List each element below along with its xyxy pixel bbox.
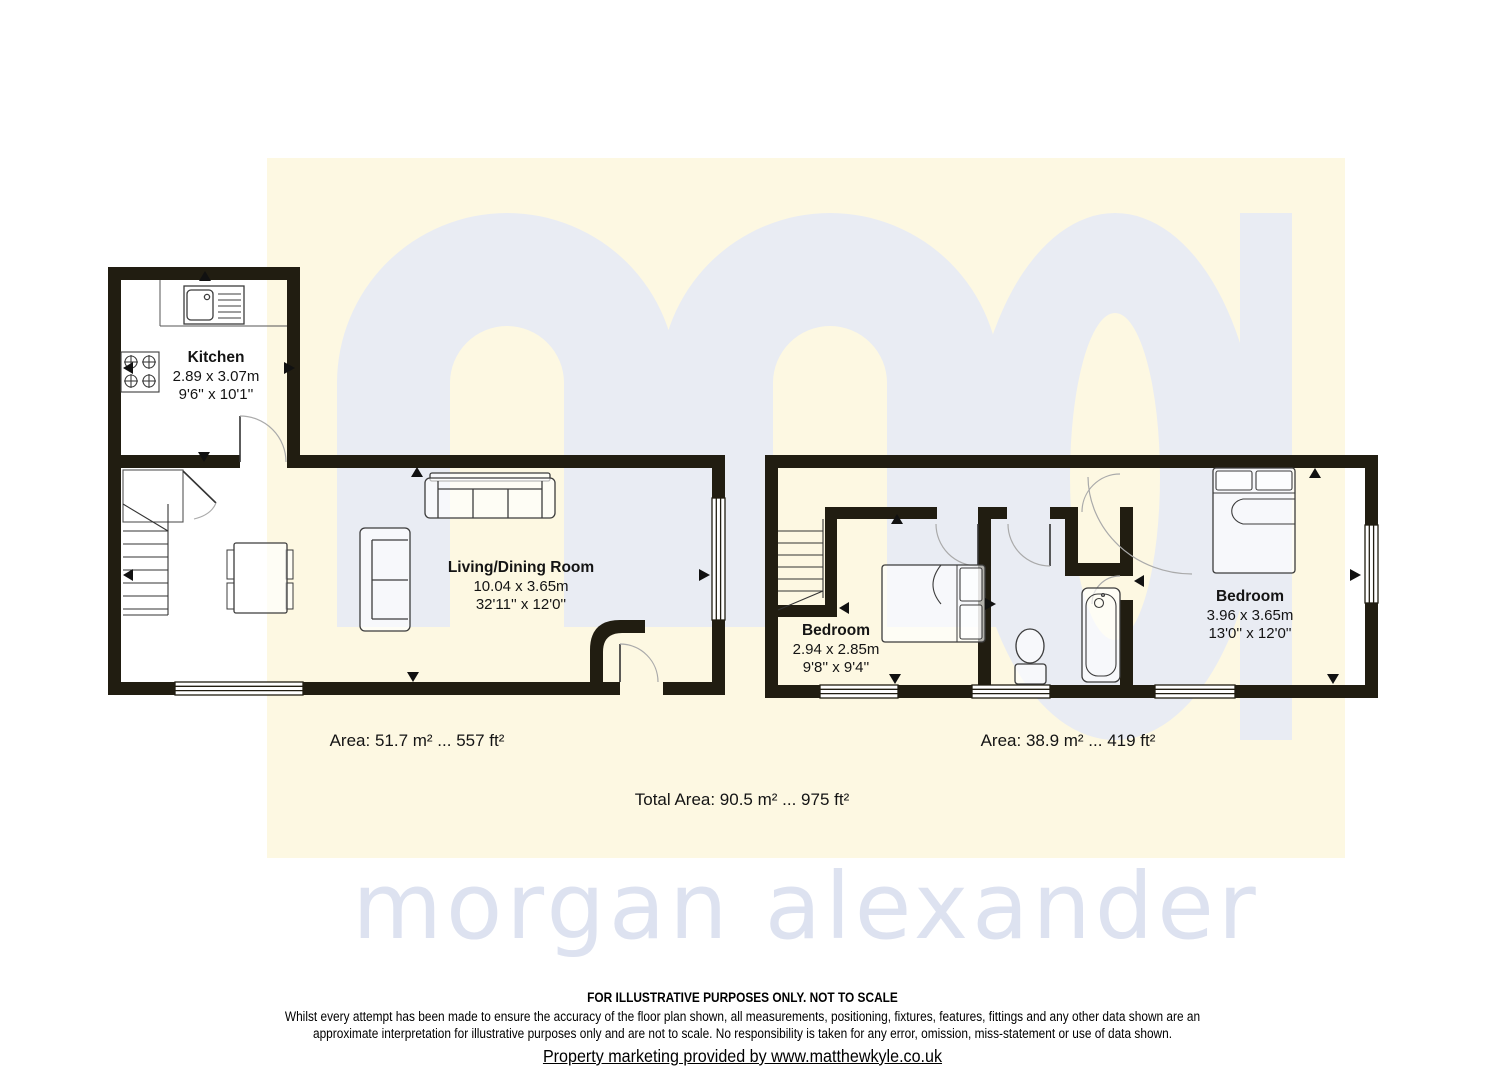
room-dim-imperial: 13'0'' x 12'0''	[1208, 625, 1292, 642]
room-label-bedroom-1	[793, 622, 880, 678]
room-label-kitchen	[173, 349, 260, 405]
disclaimer-text-1: Whilst every attempt has been made to ensure the accuracy of the floor plan shown, all measurements, positioning, fixtures, features, fittings and any other data shown are an	[284, 1009, 1201, 1024]
room-name: Bedroom	[1215, 588, 1285, 605]
window	[1365, 525, 1378, 603]
cupboard-door	[123, 470, 216, 522]
direction-marker-icon	[407, 672, 419, 682]
disclaimer-title: FOR ILLUSTRATIVE PURPOSES ONLY. NOT TO SCALE	[587, 990, 898, 1005]
direction-marker-icon	[1309, 468, 1321, 478]
landing-door	[1008, 524, 1050, 566]
wall	[765, 455, 1378, 468]
kitchen-door	[240, 416, 286, 462]
wall	[765, 685, 820, 698]
room-dim-metric: 2.89 x 3.07m	[172, 367, 260, 385]
area-first-floor: Area: 38.9 m² ... 419 ft²	[980, 731, 1156, 750]
wall	[663, 682, 725, 695]
walls	[108, 267, 1378, 698]
wall	[1365, 603, 1378, 698]
room-name: Kitchen	[187, 349, 245, 366]
room-dim-metric: 3.96 x 3.65m	[1206, 606, 1294, 624]
sink-icon	[184, 286, 244, 324]
disclaimer-footer	[0, 990, 1485, 1067]
direction-marker-icon	[123, 569, 133, 581]
direction-marker-icon	[1350, 569, 1361, 581]
direction-marker-icon	[1327, 674, 1339, 684]
window	[820, 685, 898, 698]
toilet-icon	[1015, 629, 1046, 684]
wall	[1365, 455, 1378, 525]
bedroom2-door	[1088, 477, 1192, 574]
direction-marker-icon	[1134, 575, 1144, 587]
direction-marker-icon	[699, 569, 710, 581]
wall	[1050, 685, 1155, 698]
wall	[108, 682, 175, 695]
marketing-link[interactable]: Property marketing provided by www.matthewkyle.co.uk	[542, 1046, 943, 1066]
room-label-bedroom-2	[1207, 588, 1294, 644]
wall	[287, 455, 725, 468]
bathtub-icon	[1082, 588, 1120, 682]
disclaimer-text-2: approximate interpretation for illustrative purposes only and are not to scale. No responsibility is taken for any error, omission, miss-statement or use of data shown.	[312, 1026, 1173, 1041]
wall	[303, 682, 620, 695]
wall	[825, 507, 937, 519]
room-dim-imperial: 9'6'' x 10'1''	[178, 386, 254, 403]
double-bed	[1213, 468, 1295, 573]
wall	[712, 455, 725, 498]
bedroom1-door	[936, 524, 978, 566]
wall	[765, 455, 778, 698]
sofa-two-seat	[360, 528, 410, 631]
window	[712, 498, 725, 620]
direction-marker-icon	[839, 602, 849, 614]
direction-marker-icon	[411, 467, 423, 477]
hob-icon	[121, 352, 159, 392]
direction-marker-icon	[889, 674, 901, 684]
entrance-door	[620, 644, 658, 682]
wall	[287, 267, 300, 455]
staircase-first	[778, 519, 823, 610]
wall	[108, 455, 240, 468]
room-name: Living/Dining Room	[447, 559, 595, 576]
window	[175, 682, 303, 695]
wall	[1120, 600, 1133, 698]
room-dim-imperial: 9'8'' x 9'4''	[802, 659, 870, 676]
room-dim-metric: 2.94 x 2.85m	[792, 640, 880, 658]
sofa-three-seat	[425, 473, 555, 518]
direction-markers	[123, 271, 1361, 684]
wall	[1065, 563, 1122, 576]
room-dim-metric: 10.04 x 3.65m	[473, 577, 569, 595]
wall	[825, 507, 837, 617]
double-bed	[882, 565, 985, 642]
watermark-brand-text: morgan alexander	[352, 853, 1260, 960]
wall	[1120, 507, 1133, 576]
room-name: Bedroom	[801, 622, 871, 639]
room-dim-imperial: 32'11'' x 12'0''	[475, 596, 567, 613]
window	[972, 685, 1050, 698]
window	[1155, 685, 1235, 698]
wall	[1235, 685, 1378, 698]
wall	[108, 267, 121, 695]
wall	[765, 605, 837, 617]
area-total: Total Area: 90.5 m² ... 975 ft²	[634, 790, 850, 809]
wall	[898, 685, 972, 698]
curved-lobby-wall	[590, 620, 645, 682]
area-ground-floor: Area: 51.7 m² ... 557 ft²	[329, 731, 505, 750]
dining-table	[227, 543, 293, 613]
room-label-living-dining	[448, 559, 594, 615]
